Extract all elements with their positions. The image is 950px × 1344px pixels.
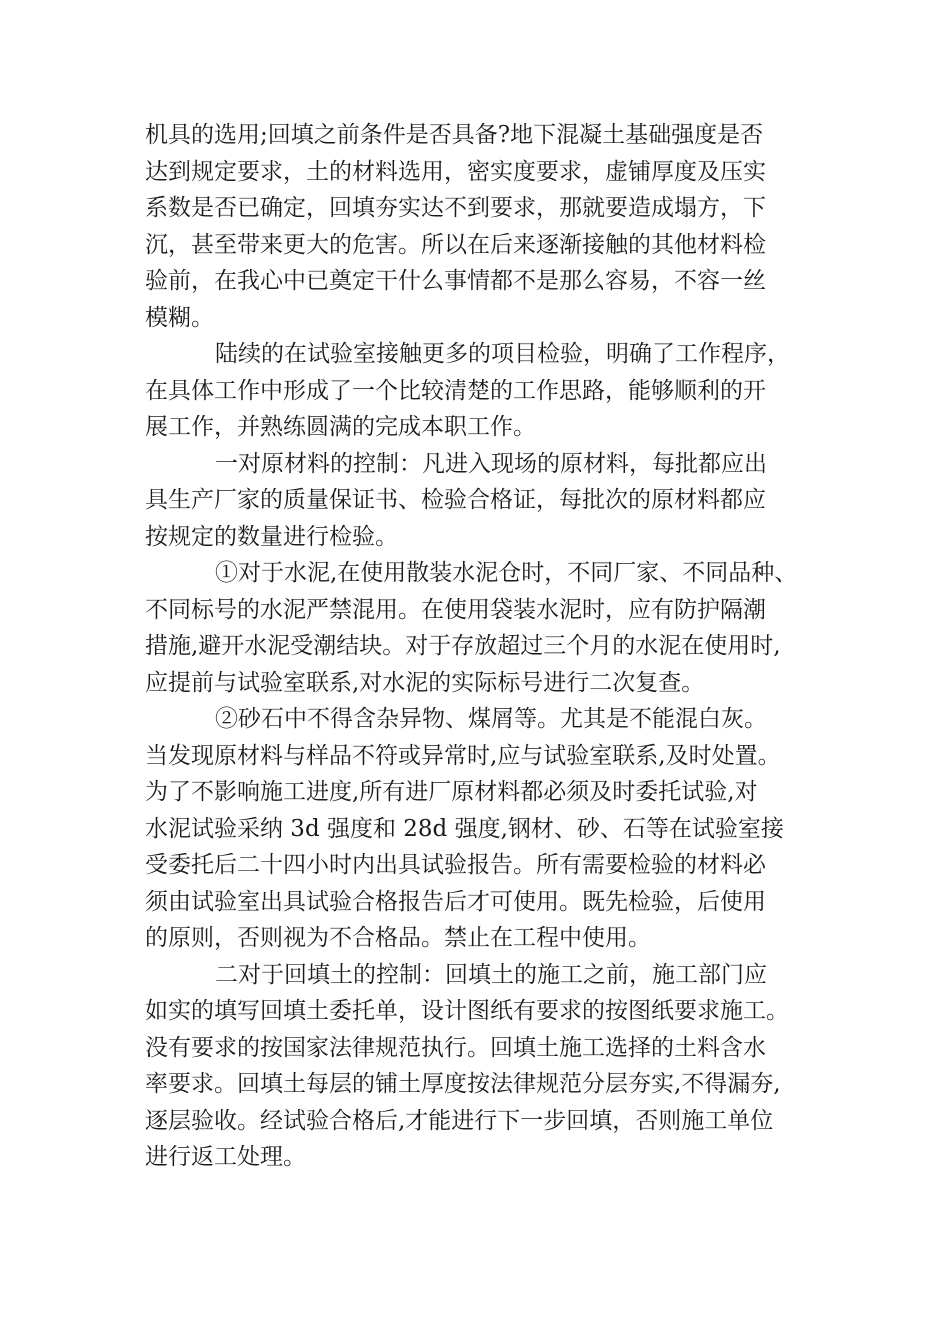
text-line: ②砂石中不得含杂异物、煤屑等。尤其是不能混白灰。 [215,706,767,732]
document-body [145,117,825,1176]
text-line: 达到规定要求，土的材料选用，密实度要求，虚铺厚度及压实 [145,158,766,185]
text-line: 展工作，并熟练圆满的完成本职工作。 [145,414,536,440]
text-line: 当发现原材料与样品不符或异常时,应与试验室联系,及时处置。 [145,742,781,769]
text-line: 进行返工处理。 [145,1144,306,1170]
text-line: 率要求。回填土每层的铺土厚度按法律规范分层夯实,不得漏夯, [145,1071,781,1097]
paragraph [145,701,825,957]
text-line: 二对于回填土的控制：回填土的施工之前，施工部门应 [215,961,767,988]
text-line: 一对原材料的控制：凡进入现场的原材料，每批都应出 [215,450,767,477]
text-line: 如实的填写回填土委托单，设计图纸有要求的按图纸要求施工。 [145,998,789,1024]
text-line: 具生产厂家的质量保证书、检验合格证，每批次的原材料都应 [145,487,766,513]
text-line: 系数是否已确定，回填夯实达不到要求，那就要造成塌方，下 [145,195,766,221]
text-line: 的原则，否则视为不合格品。禁止在工程中使用。 [145,925,651,951]
text-line: 应提前与试验室联系,对水泥的实际标号进行二次复查。 [145,669,705,696]
text-line: ①对于水泥,在使用散装水泥仓时，不同厂家、不同品种、 [215,560,798,586]
text-line: 受委托后二十四小时内出具试验报告。所有需要检验的材料必 [145,852,766,878]
text-line: 不同标号的水泥严禁混用。在使用袋装水泥时，应有防护隔潮 [145,596,766,623]
text-line: 陆续的在试验室接触更多的项目检验，明确了工作程序， [215,341,790,367]
paragraph [145,555,825,701]
text-line: 须由试验室出具试验合格报告后才可使用。既先检验，后使用 [145,888,766,915]
text-line: 水泥试验采纳 3d 强度和 28d 强度,钢材、砂、石等在试验室接 [145,815,784,842]
text-line: 模糊。 [145,304,214,331]
paragraph [145,117,825,336]
text-line: 按规定的数量进行检验。 [145,523,398,550]
text-line: 在具体工作中形成了一个比较清楚的工作思路，能够顺利的开 [145,377,766,404]
paragraph [145,336,825,446]
text-line: 验前，在我心中已奠定干什么事情都不是那么容易，不容一丝 [145,268,766,294]
text-line: 沉，甚至带来更大的危害。所以在后来逐渐接触的其他材料检 [145,231,766,258]
paragraph [145,446,825,556]
text-line: 为了不影响施工进度,所有进厂原材料都必须及时委托试验,对 [145,779,758,805]
paragraph [145,957,825,1176]
text-line: 没有要求的按国家法律规范执行。回填土施工选择的土料含水 [145,1034,766,1061]
text-line: 机具的选用;回填之前条件是否具备?地下混凝土基础强度是否 [145,122,764,148]
text-line: 逐层验收。经试验合格后,才能进行下一步回填，否则施工单位 [145,1107,774,1134]
text-line: 措施,避开水泥受潮结块。对于存放超过三个月的水泥在使用时, [145,633,781,659]
